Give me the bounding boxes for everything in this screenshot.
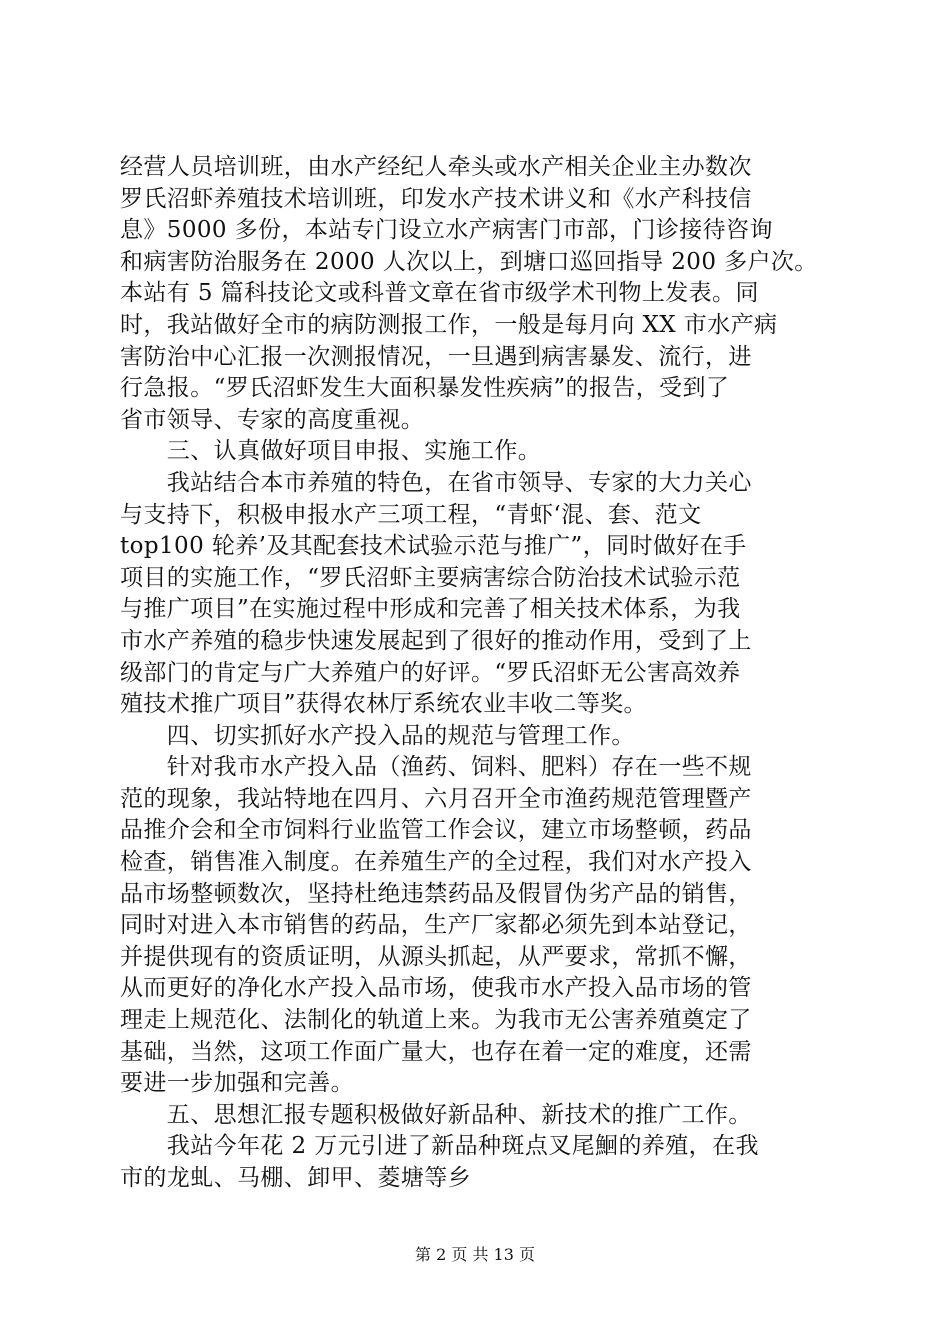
text-line: 省市领导、专家的高度重视。 — [120, 406, 425, 433]
text-line: 市水产养殖的稳步快速发展起到了很好的推动作用，受到了上 — [120, 627, 752, 654]
text-line: 罗氏沼虾养殖技术培训班，印发水产技术讲义和《水产科技信 — [120, 185, 752, 212]
text-line: 从而更好的净化水产投入品市场，使我市水产投入品市场的管 — [120, 975, 752, 1002]
text-line: 基础，当然，这项工作面广量大，也存在着一定的难度，还需 — [120, 1038, 752, 1065]
text-line: 我站结合本市养殖的特色，在省市领导、专家的大力关心 — [120, 469, 752, 496]
section-heading: 三、认真做好项目申报、实施工作。 — [120, 438, 542, 465]
text-line: 并提供现有的资质证明，从源头抓起，从严要求，常抓不懈， — [120, 943, 752, 970]
text-line: 范的现象，我站特地在四月、六月召开全市渔药规范管理暨产 — [120, 785, 752, 812]
text-line: 同时对进入本市销售的药品，生产厂家都必须先到本站登记， — [120, 912, 752, 939]
text-line: 级部门的肯定与广大养殖户的好评。“罗氏沼虾无公害高效养 — [120, 659, 741, 686]
text-line: 息》5000 多份，本站专门设立水产病害门市部，门诊接待咨询 — [120, 217, 773, 244]
text-line: 要进一步加强和完善。 — [120, 1070, 354, 1097]
text-line: 时，我站做好全市的病防测报工作，一般是每月向 XX 市水产病 — [120, 311, 778, 338]
text-line: 和病害防治服务在 2000 人次以上，到塘口巡回指导 200 多户次。 — [120, 248, 818, 275]
text-line: 针对我市水产投入品（渔药、饲料、肥料）存在一些不规 — [120, 754, 752, 781]
text-line: 行急报。“罗氏沼虾发生大面积暴发性疾病”的报告，受到了 — [120, 375, 730, 402]
text-line: top100 轮养’及其配套技术试验示范与推广”，同时做好在手 — [120, 533, 747, 560]
page-footer: 第 2 页 共 13 页 — [415, 1245, 535, 1264]
text-line: 项目的实施工作，“罗氏沼虾主要病害综合防治技术试验示范 — [120, 564, 741, 591]
section-heading: 四、切实抓好水产投入品的规范与管理工作。 — [120, 722, 635, 749]
document-body — [120, 152, 840, 1195]
text-line: 检查，销售准入制度。在养殖生产的全过程，我们对水产投入 — [120, 849, 752, 876]
section-heading: 五、思想汇报专题积极做好新品种、新技术的推广工作。 — [120, 1101, 752, 1128]
text-line: 害防治中心汇报一次测报情况，一旦遇到病害暴发、流行，进 — [120, 343, 752, 370]
text-line: 经营人员培训班，由水产经纪人牵头或水产相关企业主办数次 — [120, 154, 752, 180]
text-line: 与支持下，积极申报水产三项工程，“青虾‘混、套、范文 — [120, 501, 702, 528]
text-line: 品推介会和全市饲料行业监管工作会议，建立市场整顿，药品 — [120, 817, 752, 844]
text-line: 殖技术推广项目”获得农林厅系统农业丰收二等奖。 — [120, 691, 647, 718]
text-line: 与推广项目”在实施过程中形成和完善了相关技术体系，为我 — [120, 596, 741, 623]
text-line: 我站今年花 2 万元引进了新品种斑点叉尾鮰的养殖，在我 — [120, 1133, 759, 1160]
text-line: 市的龙虬、马棚、卸甲、菱塘等乡 — [120, 1165, 471, 1191]
text-line: 本站有 5 篇科技论文或科普文章在省市级学术刊物上发表。同 — [120, 280, 759, 307]
text-line: 品市场整顿数次，坚持杜绝违禁药品及假冒伪劣产品的销售， — [120, 880, 752, 907]
text-line: 理走上规范化、法制化的轨道上来。为我市无公害养殖奠定了 — [120, 1007, 752, 1034]
